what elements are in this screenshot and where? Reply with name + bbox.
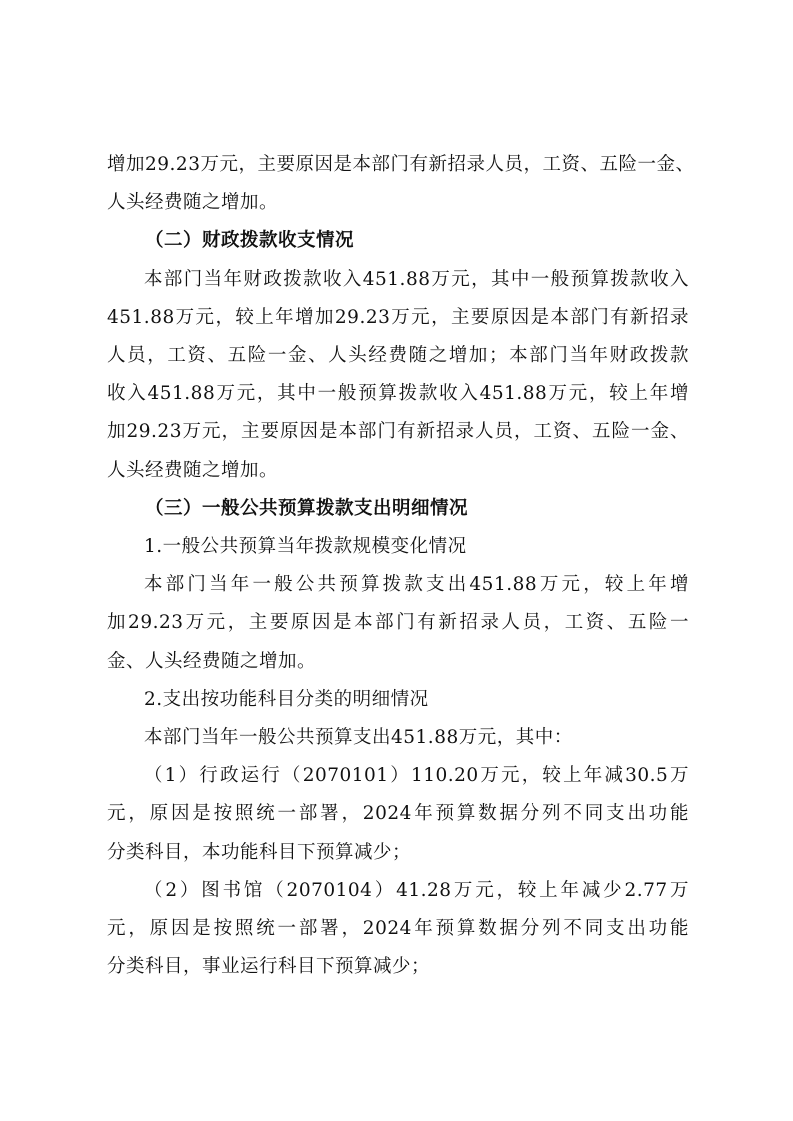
text-line: 1.一般公共预算当年拨款规模变化情况: [144, 536, 467, 558]
list-item-2: [107, 872, 689, 987]
paragraph-intro-continued: [107, 146, 695, 222]
text-line: 分类科目，本功能科目下预算减少；: [107, 841, 412, 863]
paragraph-expenditure-total: [107, 719, 689, 757]
text-line: 2.支出按功能科目分类的明细情况: [144, 688, 429, 710]
paragraph-general-budget: [107, 566, 689, 681]
text-line: 金、人头经费随之增加。: [107, 650, 317, 672]
text-line: 本部门当年财政拨款收入451.88万元，其中一般预算拨款收入: [144, 268, 689, 290]
section-heading-3: （三）一般公共预算拨款支出明细情况: [145, 497, 469, 519]
text-line: 加29.23万元，主要原因是本部门有新招录人员，工资、五险一金、: [107, 421, 689, 443]
text-line: 本部门当年一般公共预算拨款支出451.88万元，较上年增: [144, 574, 689, 596]
text-line: 人员，工资、五险一金、人头经费随之增加；本部门当年财政拨款: [107, 345, 689, 367]
paragraph-fiscal-appropriation: [107, 261, 689, 490]
text-line: 增加29.23万元，主要原因是本部门有新招录人员，工资、五险一金、: [107, 154, 695, 175]
text-line: 加29.23万元，主要原因是本部门有新招录人员，工资、五险一: [107, 612, 689, 634]
subheading-2: [107, 681, 689, 719]
list-item-1: [107, 757, 689, 872]
subheading-1: [107, 528, 689, 566]
section-heading-2: （二）财政拨款收支情况: [145, 230, 355, 252]
text-line: 收入451.88万元，其中一般预算拨款收入451.88万元，较上年增: [107, 383, 689, 405]
text-line: 元，原因是按照统一部署，2024年预算数据分列不同支出功能: [107, 803, 689, 825]
text-line: 人头经费随之增加。: [107, 459, 279, 481]
text-line: （2）图书馆（2070104）41.28万元，较上年减少2.77万: [144, 879, 689, 901]
text-line: 人头经费随之增加。: [107, 192, 279, 214]
text-line: 分类科目，事业运行科目下预算减少；: [107, 956, 431, 978]
text-line: 元，原因是按照统一部署，2024年预算数据分列不同支出功能: [107, 918, 689, 940]
text-line: 本部门当年一般公共预算支出451.88万元，其中：: [144, 727, 573, 749]
text-line: 451.88万元，较上年增加29.23万元，主要原因是本部门有新招录: [107, 306, 689, 328]
document-body: [107, 146, 695, 986]
text-line: （1）行政运行（2070101）110.20万元，较上年减30.5万: [144, 765, 689, 787]
